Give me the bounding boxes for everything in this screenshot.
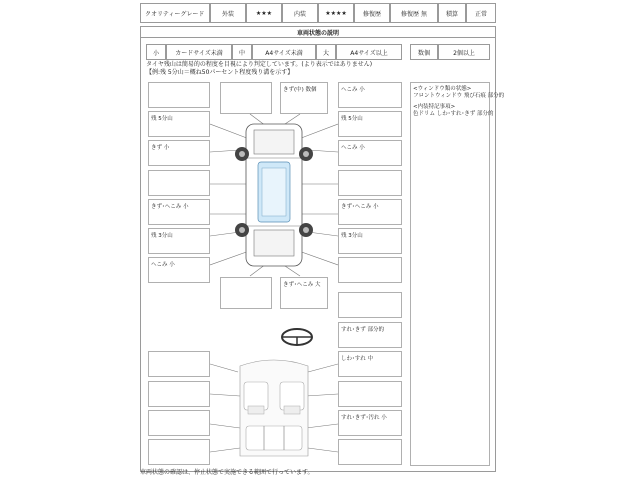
interior-value: ★★★★ — [318, 3, 354, 23]
damage-box-right-7 — [338, 257, 402, 283]
legend-large-label: 大 — [316, 44, 336, 60]
damage-box-left-1 — [148, 82, 210, 108]
damage-box-right-3: へこみ 小 — [338, 140, 402, 166]
damage-box-left-3: きず 小 — [148, 140, 210, 166]
damage-box-left-9 — [148, 381, 210, 407]
legend-small-label: 小 — [146, 44, 166, 60]
windshield-value: フロントウィンドウ 飛び石痕 部分的 — [413, 93, 505, 99]
damage-box-left-2: 残 5分山 — [148, 111, 210, 137]
car-top-view-diagram — [210, 110, 338, 280]
legend-large-desc: A4サイズ以上 — [336, 44, 402, 60]
damage-box-left-4 — [148, 170, 210, 196]
legend-count-label: 数個 — [410, 44, 438, 60]
repair-history-label: 修復歴 — [354, 3, 390, 23]
footer-note: 車両状態の確認は、停止状態で実施できる範囲で行っています。 — [140, 469, 314, 476]
damage-box-right-11 — [338, 381, 402, 407]
notes-panel — [410, 82, 490, 466]
meter-value: 正常 — [466, 3, 496, 23]
damage-box-left-5: きず･へこみ 小 — [148, 199, 210, 225]
damage-box-right-1: へこみ 小 — [338, 82, 402, 108]
quality-grade-label: クオリティーグレード — [140, 3, 210, 23]
damage-box-left-7: へこみ 小 — [148, 257, 210, 283]
damage-box-left-8 — [148, 351, 210, 377]
damage-box-left-6: 残 3分山 — [148, 228, 210, 254]
damage-box-top-2: きず(中) 数個 — [280, 82, 328, 114]
windshield-title: <ウィンドウ類の状態> — [413, 86, 472, 92]
damage-box-right-13 — [338, 439, 402, 465]
interior-notes-title: <内装特記事項> — [413, 104, 456, 110]
damage-box-right-6: 残 3分山 — [338, 228, 402, 254]
panel-title: 車両状態の説明 — [140, 26, 496, 38]
damage-box-right-10: しわ･すれ 中 — [338, 351, 402, 377]
damage-box-left-10 — [148, 410, 210, 436]
damage-box-right-5: きず･へこみ 小 — [338, 199, 402, 225]
exterior-label: 外装 — [210, 3, 246, 23]
damage-box-right-4 — [338, 170, 402, 196]
damage-box-right-12: すれ･きず･汚れ 小 — [338, 410, 402, 436]
meter-label: 積算 — [438, 3, 466, 23]
damage-box-left-11 — [148, 439, 210, 465]
damage-box-right-9: すれ･きず 部分的 — [338, 322, 402, 348]
legend-count-desc: 2個以上 — [438, 44, 490, 60]
steering-wheel-icon — [280, 326, 314, 348]
damage-box-bottom-1 — [220, 277, 272, 309]
tire-example: 【例:残 5分山＝概ね50パーセント程度残り溝を示す】 — [146, 69, 294, 76]
interior-seat-diagram — [210, 352, 338, 462]
legend-medium-label: 中 — [232, 44, 252, 60]
tire-note: タイヤ残山は簡易的の程度を目視により判定しています。(より表示ではありません) — [146, 61, 373, 68]
interior-label: 内装 — [282, 3, 318, 23]
exterior-value: ★★★ — [246, 3, 282, 23]
legend-small-desc: カードサイズ未満 — [166, 44, 232, 60]
legend-medium-desc: A4サイズ未満 — [252, 44, 316, 60]
damage-box-bottom-2: きず･へこみ 大 — [280, 277, 328, 309]
repair-history-value: 修復歴 無 — [390, 3, 438, 23]
damage-box-right-2: 残 5分山 — [338, 111, 402, 137]
damage-box-right-8 — [338, 292, 402, 318]
interior-notes-value: 色ドリム しわ･すれ･きず 部分的 — [413, 111, 494, 117]
